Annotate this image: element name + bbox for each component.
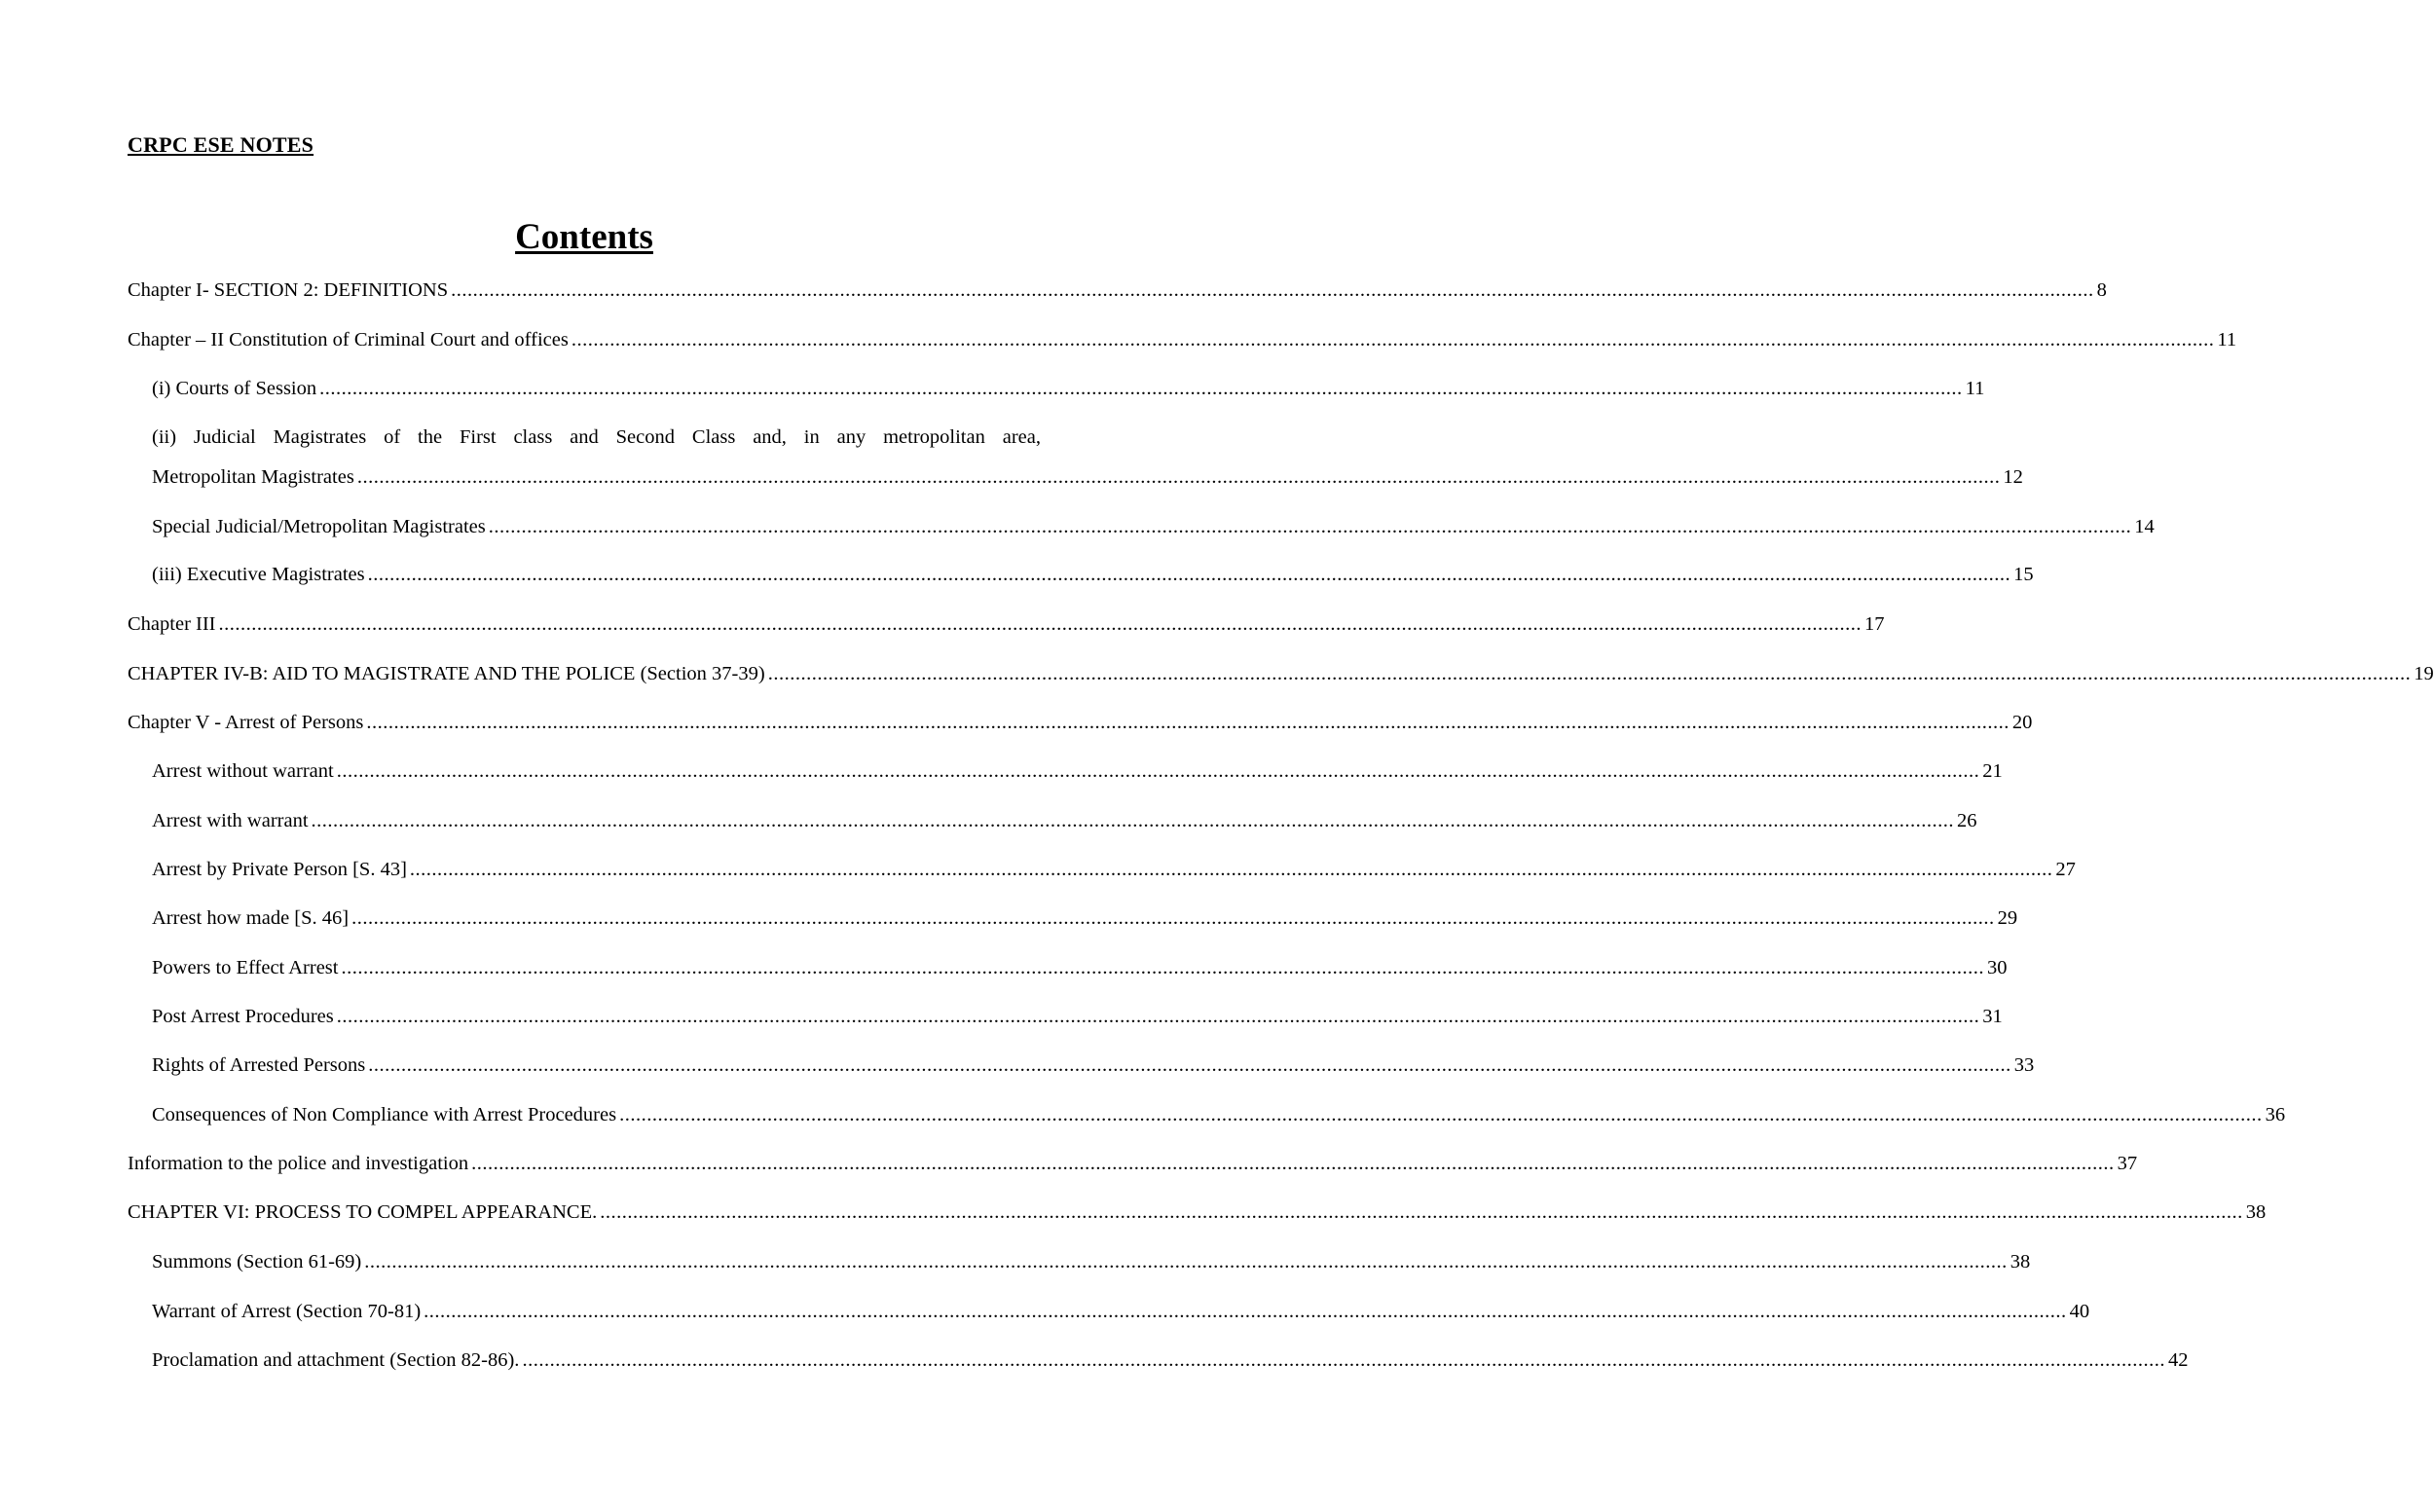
toc-leader-dots: ............................................................................................................................................................................................................................................................................................................ (600, 1201, 2243, 1223)
toc-entry-page: 17 (1864, 613, 1885, 635)
toc-entry-page: 33 (2013, 1054, 2035, 1076)
toc-entry[interactable] (152, 512, 2155, 541)
toc-leader-dots: ............................................................................................................................................................................................................................................................................................................ (341, 957, 1984, 978)
toc-entry-text: Special Judicial/Metropolitan Magistrates (152, 516, 486, 537)
toc-leader-dots: ............................................................................................................................................................................................................................................................................................................ (471, 1153, 2115, 1174)
toc-leader-dots: ............................................................................................................................................................................................................................................................................................................ (356, 466, 2001, 488)
toc-entry-text: Chapter III (128, 613, 216, 635)
toc-entry-text: Post Arrest Procedures (152, 1006, 334, 1027)
toc-entry[interactable] (152, 374, 1985, 403)
toc-entry-text: Summons (Section 61-69) (152, 1251, 362, 1272)
toc-leader-dots: ............................................................................................................................................................................................................................................................................................................ (351, 907, 1995, 929)
toc-leader-dots: ............................................................................................................................................................................................................................................................................................................ (368, 1054, 2011, 1076)
toc-leader-dots: ............................................................................................................................................................................................................................................................................................................ (424, 1301, 2067, 1322)
toc-leader-dots: ............................................................................................................................................................................................................................................................................................................ (451, 279, 2094, 301)
toc-entry-page: 29 (1997, 907, 2018, 929)
toc-leader-dots: ............................................................................................................................................................................................................................................................................................................ (319, 378, 1963, 399)
toc-entry[interactable] (128, 325, 2237, 354)
toc-leader-dots: ............................................................................................................................................................................................................................................................................................................ (311, 810, 1955, 831)
toc-entry[interactable] (152, 855, 2076, 884)
toc-entry[interactable] (152, 904, 2018, 933)
toc-entry-text: Arrest with warrant (152, 810, 309, 831)
toc-entry-text: Arrest without warrant (152, 760, 334, 782)
toc-entry-text: Consequences of Non Compliance with Arrest Procedures (152, 1104, 617, 1125)
toc-entry[interactable] (152, 953, 2008, 982)
toc-entry-page: 12 (2003, 466, 2023, 488)
toc-entry[interactable] (152, 1346, 2189, 1375)
toc-leader-dots: ............................................................................................................................................................................................................................................................................................................ (767, 663, 2412, 684)
toc-entry-page: 40 (2069, 1301, 2090, 1322)
toc-entry[interactable] (152, 1100, 2286, 1129)
toc-entry-text: Warrant of Arrest (Section 70-81) (152, 1301, 422, 1322)
toc-entry-wrapped-line[interactable]: (ii) Judicial Magistrates of the First class and Second Class and, in any metropolitan area, (152, 426, 1041, 448)
toc-entry-page: 36 (2265, 1104, 2286, 1125)
toc-leader-dots: ............................................................................................................................................................................................................................................................................................................ (488, 516, 2132, 537)
toc-entry-text: Proclamation and attachment (Section 82-86). (152, 1349, 520, 1371)
toc-entry-page: 8 (2096, 279, 2107, 301)
toc-entry-page: 20 (2011, 712, 2033, 733)
toc-entry-page: 38 (2010, 1251, 2031, 1272)
toc-entry[interactable] (128, 609, 1885, 639)
toc-entry-text: CHAPTER VI: PROCESS TO COMPEL APPEARANCE. (128, 1201, 598, 1223)
toc-leader-dots: ............................................................................................................................................................................................................................................................................................................ (619, 1104, 2263, 1125)
toc-entry[interactable] (128, 708, 2033, 737)
toc-entry-page: 42 (2167, 1349, 2189, 1371)
toc-leader-dots: ............................................................................................................................................................................................................................................................................................................ (336, 760, 1980, 782)
toc-entry-page: 11 (2217, 329, 2237, 350)
toc-entry[interactable] (152, 560, 2034, 589)
toc-entry-page: 15 (2013, 564, 2034, 585)
toc-entry-text: Rights of Arrested Persons (152, 1054, 366, 1076)
toc-entry-text: Chapter – II Constitution of Criminal Court and offices (128, 329, 569, 350)
toc-entry[interactable] (152, 1051, 2035, 1080)
toc-entry-page: 14 (2134, 516, 2155, 537)
toc-entry[interactable] (152, 1002, 2003, 1031)
toc-entry-text: Powers to Effect Arrest (152, 957, 339, 978)
toc-entry-text: Chapter V - Arrest of Persons (128, 712, 364, 733)
toc-entry-page: 19 (2414, 663, 2434, 684)
toc-entry-page: 26 (1957, 810, 1977, 831)
toc-entry-text: Arrest by Private Person [S. 43] (152, 859, 407, 880)
toc-leader-dots: ............................................................................................................................................................................................................................................................................................................ (366, 712, 2010, 733)
contents-title: Contents (515, 217, 653, 257)
page-header: CRPC ESE NOTES (128, 132, 314, 157)
toc-entry-page: 11 (1965, 378, 1985, 399)
toc-entry-text: CHAPTER IV-B: AID TO MAGISTRATE AND THE POLICE (Section 37-39) (128, 663, 765, 684)
toc-entry-text: Arrest how made [S. 46] (152, 907, 350, 929)
toc-entry[interactable] (152, 462, 2023, 492)
toc-entry[interactable] (128, 1149, 2138, 1178)
toc-entry-page: 21 (1982, 760, 2003, 782)
toc-leader-dots: ............................................................................................................................................................................................................................................................................................................ (571, 329, 2215, 350)
toc-leader-dots: ............................................................................................................................................................................................................................................................................................................ (364, 1251, 2008, 1272)
toc-leader-dots: ............................................................................................................................................................................................................................................................................................................ (218, 613, 1862, 635)
toc-entry-text: Chapter I- SECTION 2: DEFINITIONS (128, 279, 449, 301)
toc-entry[interactable] (152, 756, 2003, 786)
toc-leader-dots: ............................................................................................................................................................................................................................................................................................................ (522, 1349, 2165, 1371)
toc-entry[interactable] (128, 276, 2107, 305)
toc-entry-page: 27 (2055, 859, 2076, 880)
toc-leader-dots: ............................................................................................................................................................................................................................................................................................................ (409, 859, 2053, 880)
toc-entry[interactable] (128, 1198, 2267, 1227)
toc-leader-dots: ............................................................................................................................................................................................................................................................................................................ (336, 1006, 1980, 1027)
toc-entry-page: 30 (1986, 957, 2008, 978)
toc-entry-text: Information to the police and investigation (128, 1153, 469, 1174)
toc-entry-text: (iii) Executive Magistrates (152, 564, 365, 585)
toc-entry[interactable] (152, 806, 1977, 835)
toc-leader-dots: ............................................................................................................................................................................................................................................................................................................ (367, 564, 2011, 585)
toc-entry-page: 38 (2245, 1201, 2267, 1223)
toc-entry-text: (i) Courts of Session (152, 378, 317, 399)
toc-entry-text: Metropolitan Magistrates (152, 466, 354, 488)
toc-entry[interactable] (128, 659, 2434, 688)
toc-entry-page: 31 (1982, 1006, 2003, 1027)
toc-entry[interactable] (152, 1297, 2090, 1326)
toc-entry[interactable] (152, 1247, 2031, 1276)
toc-entry-page: 37 (2117, 1153, 2138, 1174)
